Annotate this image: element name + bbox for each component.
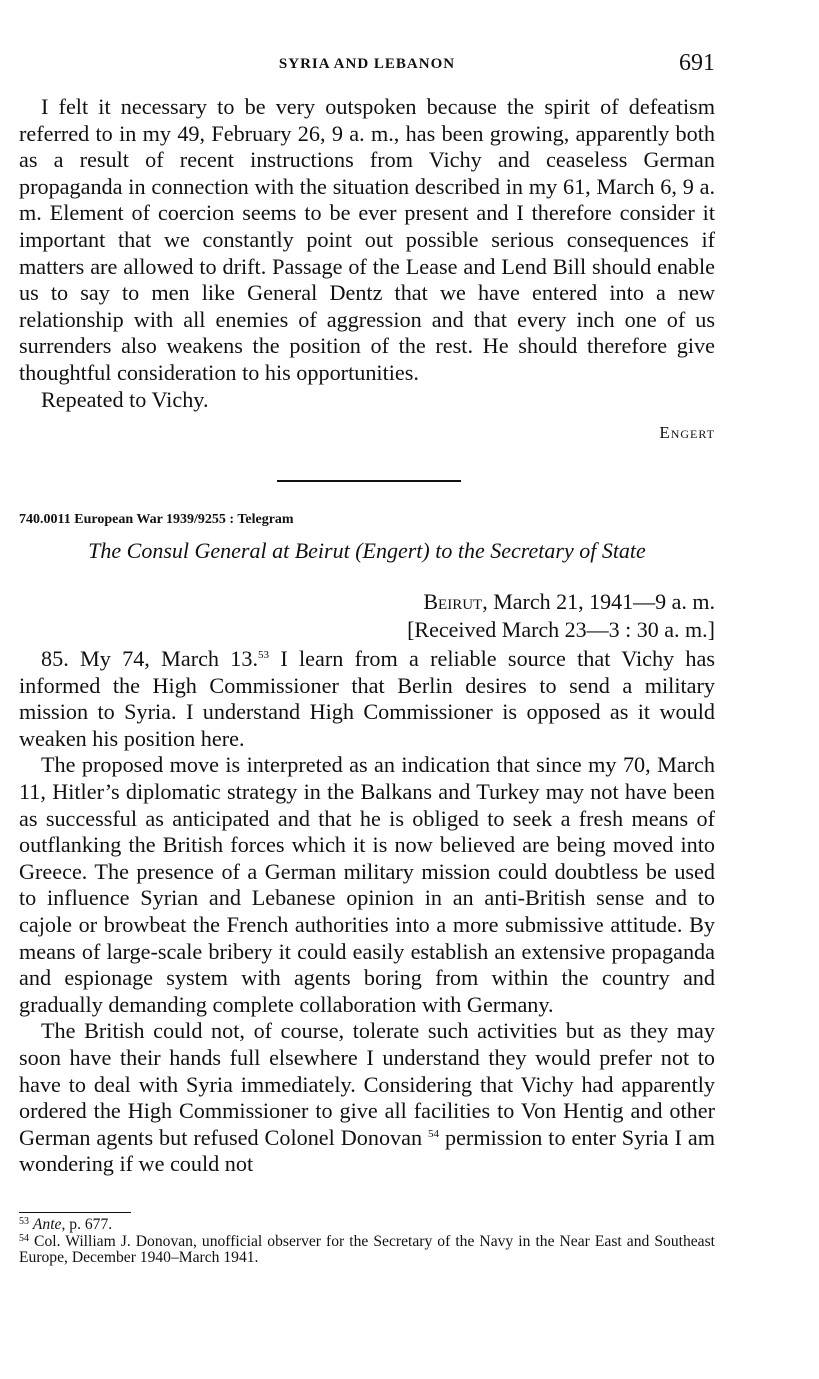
running-head: SYRIA AND LEBANON bbox=[278, 56, 456, 72]
document-title: The Consul General at Beirut (Engert) to the Secretary of State bbox=[88, 538, 646, 563]
page-header bbox=[19, 50, 715, 80]
page-number: 691 bbox=[679, 50, 715, 76]
paragraph bbox=[19, 646, 715, 752]
footnote-ref: 53 bbox=[258, 649, 270, 661]
footnote-divider bbox=[19, 1212, 131, 1213]
dateline bbox=[407, 588, 715, 644]
footnote-text: , p. 677. bbox=[61, 1216, 113, 1233]
signature: Engert bbox=[659, 423, 715, 443]
paragraph: The proposed move is interpreted as an indication that since my 70, March 11, Hitler’s diplomatic strategy in the Balkans and Turkey may not have been as successful as anticipated and that he is obliged to seek a fresh means of outflanking the British forces which it is now believed are being moved into Greece. The presence of a German military mission could doubtless be used to influence Syrian and Lebanese opinion in an anti-British sense and to cajole or browbeat the French authorities into a more submissive attitude. By means of large-scale bribery it could easily establish an extensive propaganda and espionage system with agents boring from within the country and gradually demanding complete collaboration with Germany. bbox=[19, 752, 715, 1017]
text-run: permission to enter Syria I am wondering if we could not bbox=[19, 1124, 715, 1177]
footnote bbox=[19, 1234, 715, 1267]
footnote-mark: 53 bbox=[19, 1216, 29, 1227]
text-run: 85. My 74, March 13. bbox=[41, 646, 259, 671]
dateline-sent bbox=[407, 588, 715, 616]
dateline-received: [Received March 23—3 : 30 a. m.] bbox=[407, 617, 715, 642]
footnotes bbox=[19, 1217, 715, 1267]
dateline-date: , March 21, 1941—9 a. m. bbox=[482, 589, 715, 614]
footnote-text: Col. William J. Donovan, unofficial observer for the Secretary of the Navy in the Near East and Southeast Europe, December 1940–March 1941. bbox=[19, 1232, 715, 1266]
footnote-mark: 54 bbox=[19, 1232, 29, 1244]
paragraph: I felt it necessary to be very outspoken because the spirit of defeatism referred to in my 49, February 26, 9 a. m., has been growing, apparently both as a result of recent instructions from Vichy and ceaseless German propaganda in connection with the situation described in my 61, March 6, 9 a. m. Element of coercion seems to be ever present and I therefore consider it important that we constantly point out possible serious consequences if matters are allowed to drift. Passage of the Lease and Lend Bill should enable us to say to men like General Dentz that we have entered into a new relationship with all enemies of aggression and that every inch one of us surrenders also weakens the position of the rest. He should therefore give thoughtful consideration to his opportunities. bbox=[19, 94, 715, 385]
paragraph: Repeated to Vichy. bbox=[41, 386, 209, 412]
continued-telegram bbox=[19, 94, 715, 443]
telegram-body bbox=[19, 646, 715, 1178]
paragraph bbox=[19, 1018, 715, 1178]
dateline-place: Beirut bbox=[423, 589, 483, 614]
section-divider bbox=[277, 480, 461, 482]
footnote-ref: 54 bbox=[428, 1127, 440, 1140]
footnote bbox=[19, 1217, 715, 1234]
footnote-italic: Ante bbox=[32, 1216, 62, 1233]
text-run: The British could not, of course, tolerate such activities but as they may soon have their hands full elsewhere I understand they would prefer not to have to deal with Syria immediately. Considering that Vichy had apparently ordered the High Commissioner to give all facilities to Von Hentig and other German agents but refused Colonel Donovan bbox=[19, 1018, 715, 1150]
file-reference: 740.0011 European War 1939/9255 : Telegram bbox=[19, 512, 294, 527]
text-run: I learn from a reliable source that Vichy has informed the High Commissioner that Berlin desires to send a military mission to Syria. I understand High Commissioner is opposed as it would weaken his position here. bbox=[19, 646, 716, 751]
